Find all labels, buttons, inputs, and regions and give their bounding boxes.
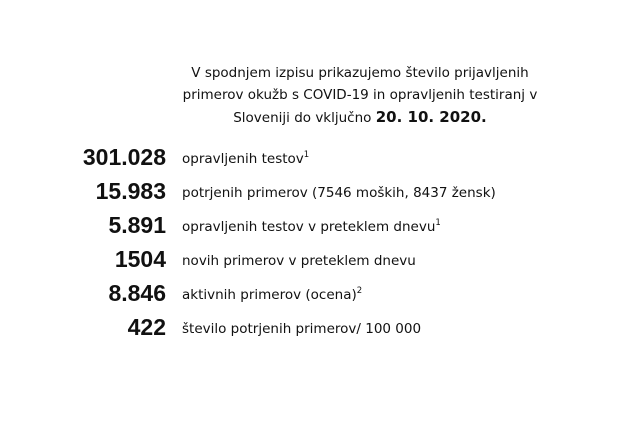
stat-label [182,286,362,304]
stat-row-new-cases [0,242,622,276]
stat-label [182,218,441,236]
stat-value: 5.891 [108,212,166,238]
stat-row-confirmed-cases [0,174,622,208]
stat-label [182,150,309,168]
stat-label-text: število potrjenih primerov/ 100 000 [182,321,422,337]
intro-line-3 [150,106,570,129]
intro-text [150,62,570,129]
stat-label-text: novih primerov v preteklem dnevu [182,253,416,269]
stat-label [182,184,496,202]
stat-label-text: opravljenih testov v preteklem dnevu [182,219,436,235]
footnote-marker: 1 [303,150,310,160]
intro-line-2: primerov okužb s COVID-19 in opravljenih testiranj v [182,87,538,103]
stat-value: 15.983 [95,178,166,204]
intro-line-3-prefix: Sloveniji do vključno [233,110,376,126]
stat-value: 1504 [114,246,166,272]
stat-value: 301.028 [82,144,166,170]
stat-value: 422 [127,314,166,340]
stat-label-text: aktivnih primerov (ocena) [182,287,357,303]
footnote-marker: 1 [435,218,441,228]
stat-row-tests-previous-day [0,208,622,242]
report-date: 20. 10. 2020. [375,108,487,126]
stat-row-cases-per-100k [0,310,622,344]
stat-label-text: opravljenih testov [182,151,304,167]
stat-label [182,252,416,270]
stat-row-active-cases [0,276,622,310]
stat-label [182,320,421,338]
stat-row-tests-total [0,140,622,174]
stat-label-text: potrjenih primerov (7546 moških, 8437 žensk) [182,185,496,201]
stat-value: 8.846 [108,280,166,306]
footnote-marker: 2 [356,286,363,296]
intro-line-1: V spodnjem izpisu prikazujemo število prijavljenih [191,65,529,81]
